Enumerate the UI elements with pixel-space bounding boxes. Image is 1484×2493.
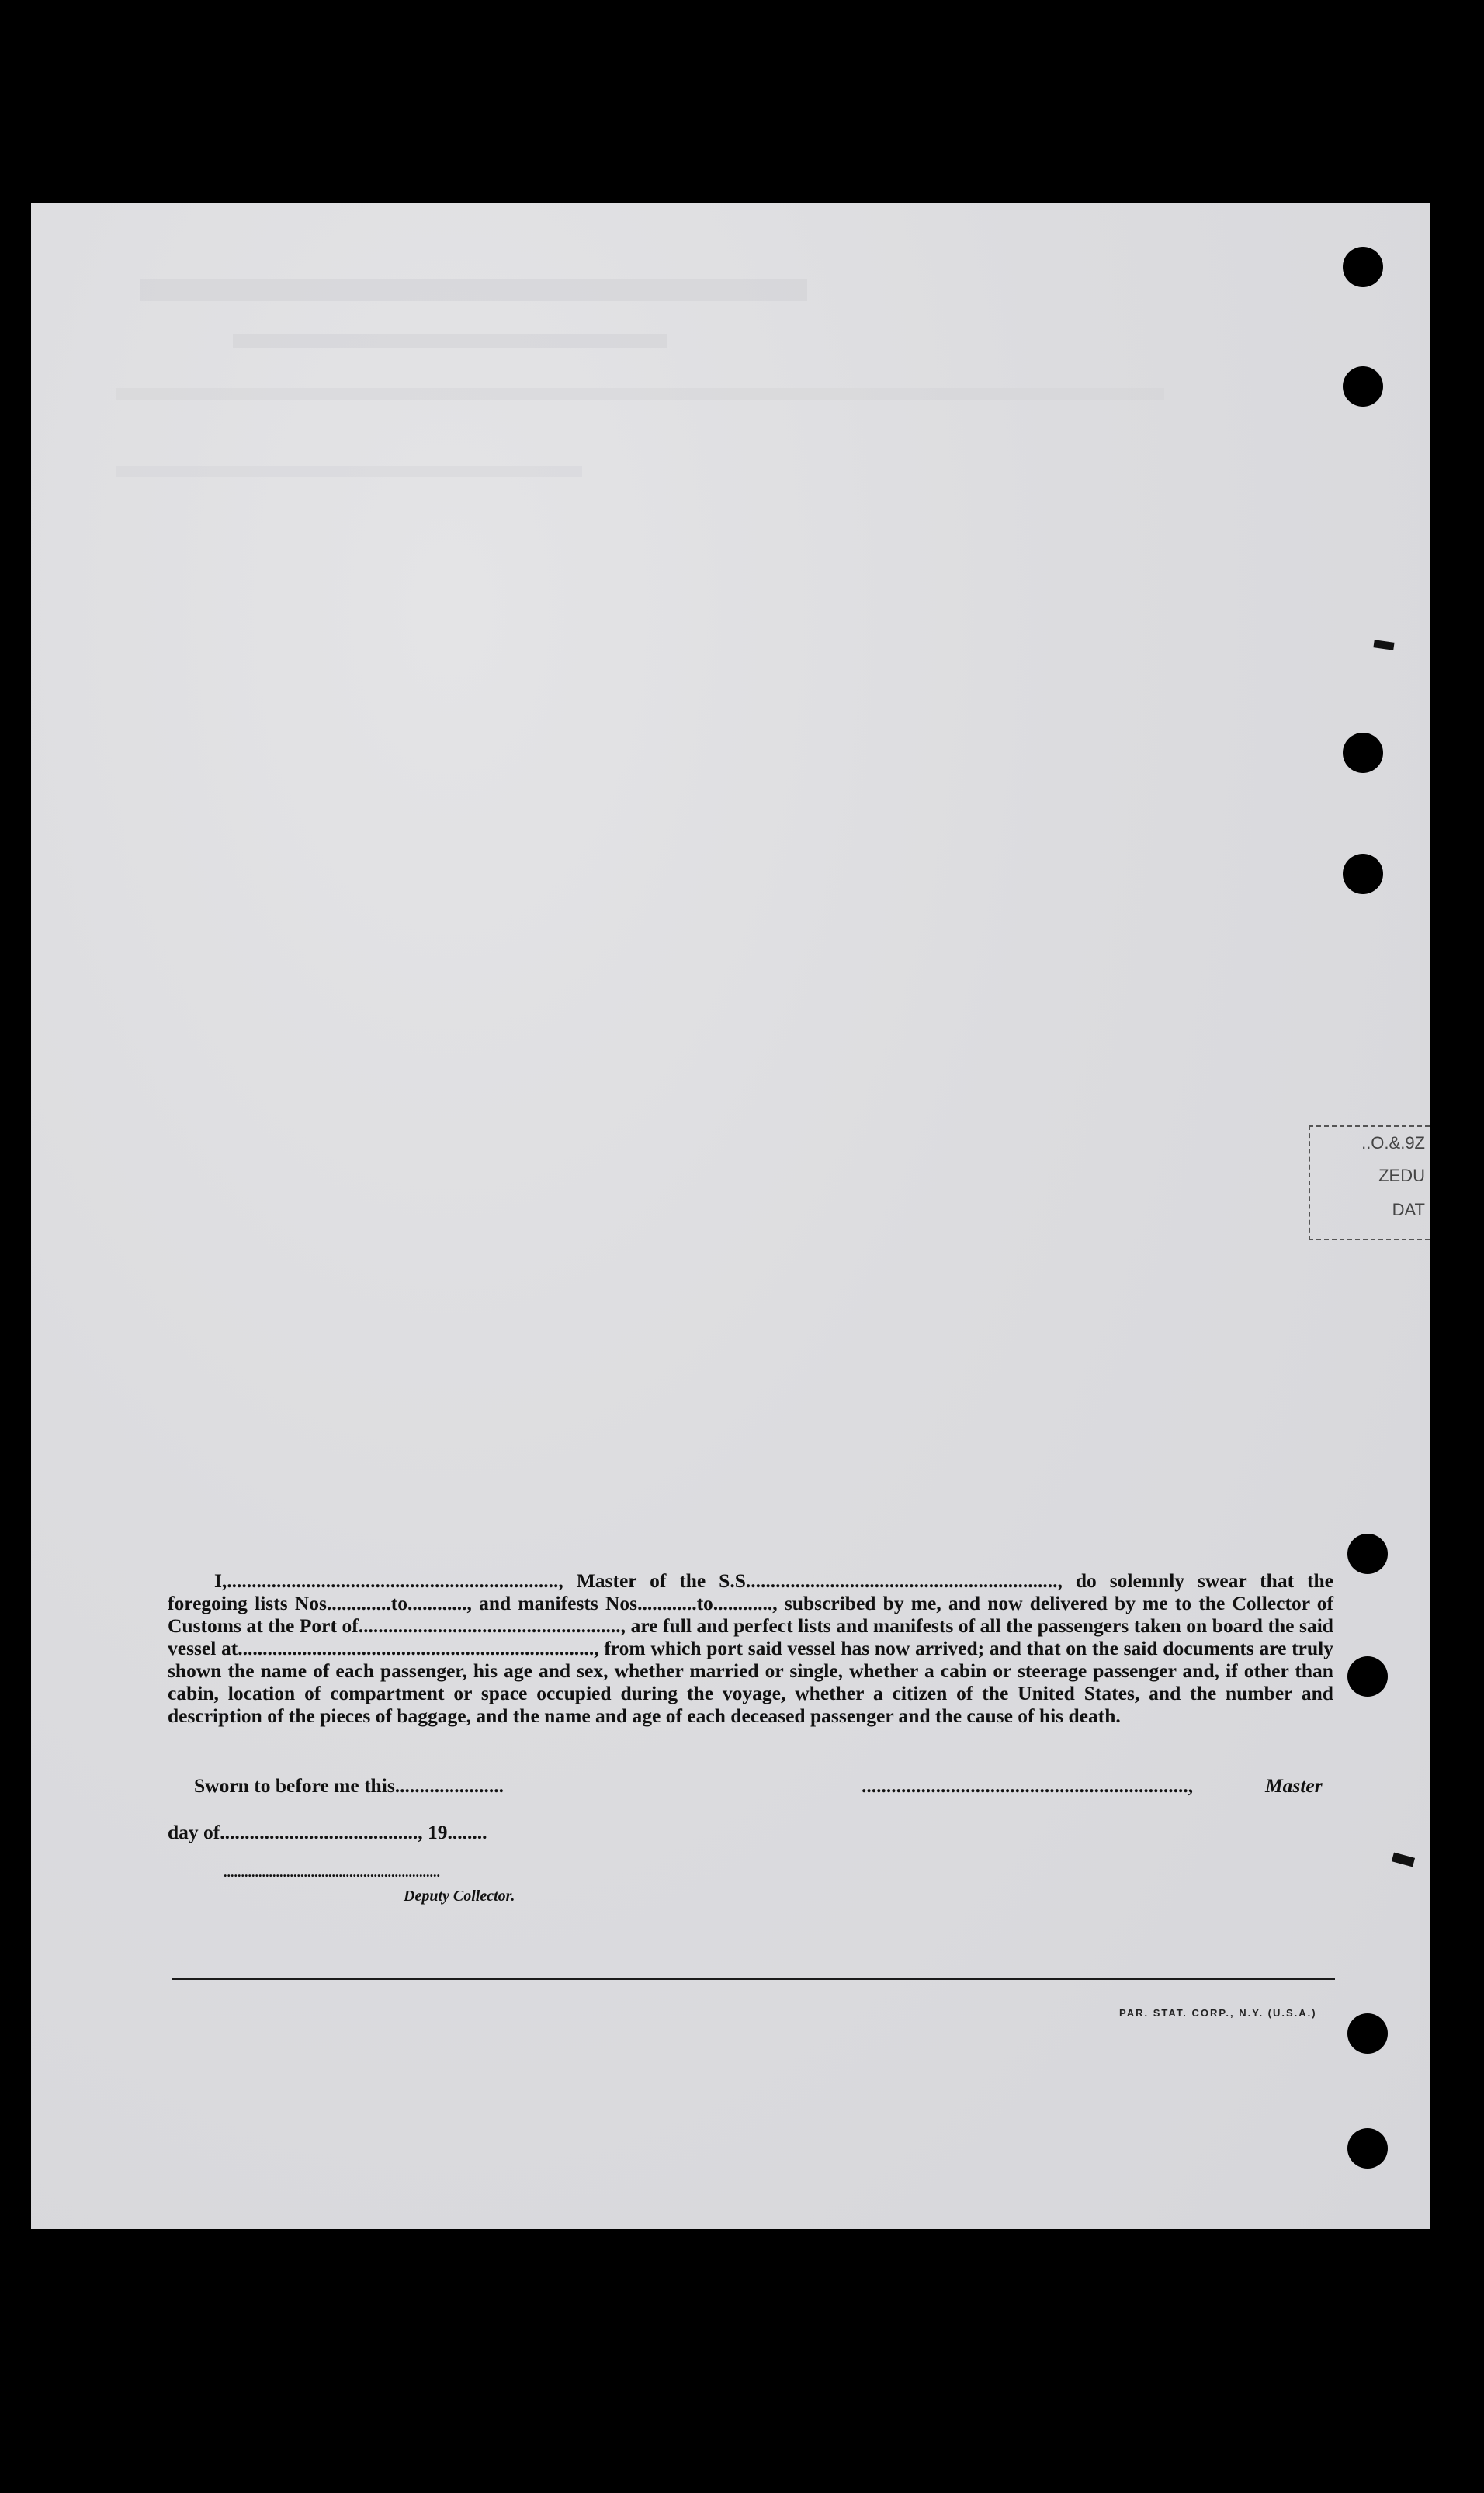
manifest-page (31, 203, 1430, 2229)
punch-hole (1343, 366, 1383, 407)
bleed-through-header (140, 279, 807, 301)
punch-hole (1347, 2128, 1388, 2169)
master-label: Master (1265, 1774, 1323, 1797)
punch-hole (1343, 247, 1383, 287)
deputy-collector-label: Deputy Collector. (404, 1888, 515, 1905)
bleed-through-row (116, 466, 582, 477)
printer-imprint: PAR. STAT. CORP., N.Y. (U.S.A.) (1119, 2007, 1317, 2019)
day-line: day of........................................, 19........ (168, 1821, 487, 1843)
bleed-through-row (233, 334, 667, 348)
sworn-line: Sworn to before me this...................... (194, 1774, 504, 1797)
punch-hole (1347, 1656, 1388, 1697)
deputy-signature-dots: .............................................................. (224, 1864, 440, 1880)
punch-hole (1347, 1534, 1388, 1574)
bleed-through-row (116, 388, 1164, 400)
punch-hole (1347, 2013, 1388, 2054)
punch-hole (1343, 854, 1383, 894)
oath-paragraph (168, 1569, 1333, 1727)
footer-rule (172, 1978, 1335, 1980)
punch-hole (1343, 733, 1383, 773)
master-signature-dots: .................................................................., (862, 1774, 1194, 1797)
stamp: ..O.&.9Z ZEDU DAT (1309, 1125, 1430, 1240)
oath-text: I,..................................................................., Master of the S.S..............................................................., do solemnly swear that the foregoing lists Nos.............to............, and manifests Nos............to............, subscribed by me, and now delivered by me to the Collector of Customs at the Port of....................................................., are full and perfect lists and manifests of all the passengers taken on board the said vessel at........................................................................, from which port said vessel has now arrived; and that on the said documents are truly shown the name of each passenger, his age and sex, whether married or single, whether a cabin or steerage passenger and, if other than cabin, location of compartment or space occupied during the voyage, whether a citizen of the United States, and the number and description of the pieces of baggage, and the name and age of each deceased passenger and the cause of his death. (168, 1569, 1333, 1727)
